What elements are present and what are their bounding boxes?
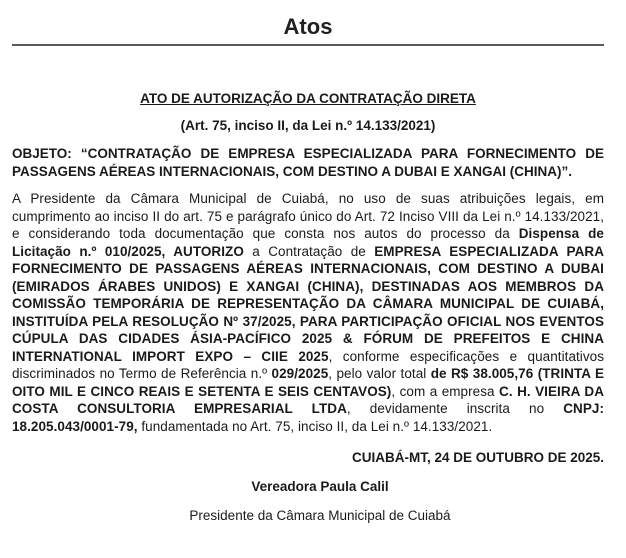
body-bold-1: Dispensa de Licitação n.º 010/2025, AUTORIZO	[12, 226, 604, 259]
signer-name: Vereadora Paula Calil	[251, 479, 389, 494]
body-bold-4: de R$ 38.005,76 (TRINTA E OITO MIL E CINCO REAIS E SETENTA E SEIS CENTAVOS)	[12, 366, 605, 399]
act-legal-basis: (Art. 75, inciso II, da Lei n.º 14.133/2021)	[180, 118, 436, 133]
act-body	[12, 190, 604, 435]
signer-role: Presidente da Câmara Municipal de Cuiabá	[189, 508, 451, 523]
act-objeto: OBJETO: “CONTRATAÇÃO DE EMPRESA ESPECIALIZADA PARA FORNECIMENTO DE PASSAGENS AÉREAS INTERNACIONAIS, COM DESTINO A DUBAI E XANGAI (CHINA)”.	[12, 146, 604, 179]
body-text-4: , pelo valor total	[328, 366, 431, 381]
body-bold-3: 029/2025	[271, 366, 329, 381]
date-line: CUIABÁ-MT, 24 DE OUTUBRO DE 2025.	[351, 450, 604, 465]
body-bold-6: CNPJ: 18.205.043/0001-79,	[12, 401, 604, 434]
title-divider	[12, 44, 604, 46]
act-heading: ATO DE AUTORIZAÇÃO DA CONTRATAÇÃO DIRETA	[140, 91, 476, 106]
body-text-2: a Contratação de	[243, 243, 375, 259]
document-page	[12, 0, 604, 525]
body-text-3: , conforme especificações e quantitativos discriminados no Termo de Referência n.º	[12, 348, 605, 381]
section-title: Atos	[283, 14, 333, 39]
body-bold-2: EMPRESA ESPECIALIZADA PARA FORNECIMENTO DE PASSAGENS AÉREAS INTERNACIONAIS, COM DESTINO A DUBAI (EMIRADOS ÁRABES UNIDOS) E XANGAI (CHINA), DESTINADAS AOS MEMBROS DA COMISSÃO TEMPORÁRIA DE REPRESENTAÇÃO DA CÂMARA MUNICIPAL DE CUIABÁ, INSTITUÍDA PELA RESOLUÇÃO Nº 37/2025, PARA PARTICIPAÇÃO OFICIAL NOS EVENTOS CÚPULA DAS CIDADES ÁSIA-PACÍFICO 2025 & FÓRUM DE PREFEITOS E CHINA INTERNATIONAL IMPORT EXPO – CIIE 2025	[12, 243, 604, 364]
body-bold-5: C. H. VIEIRA DA COSTA CONSULTORIA EMPRESARIAL LTDA	[12, 383, 604, 416]
body-text-5: , com a empresa	[391, 383, 500, 399]
body-text-6: , devidamente inscrita no	[346, 401, 564, 416]
body-text-1: A Presidente da Câmara Municipal de Cuiabá, no uso de suas atribuições legais, em cumprimento ao inciso II do art. 75 e parágrafo único do Art. 72 Inciso VIII da Lei n.º 14.133/2021, e considerando toda documentação que consta nos autos do processo da	[12, 191, 604, 241]
body-text-7: fundamentada no Art. 75, inciso II, da Lei n.º 14.133/2021.	[137, 418, 493, 434]
